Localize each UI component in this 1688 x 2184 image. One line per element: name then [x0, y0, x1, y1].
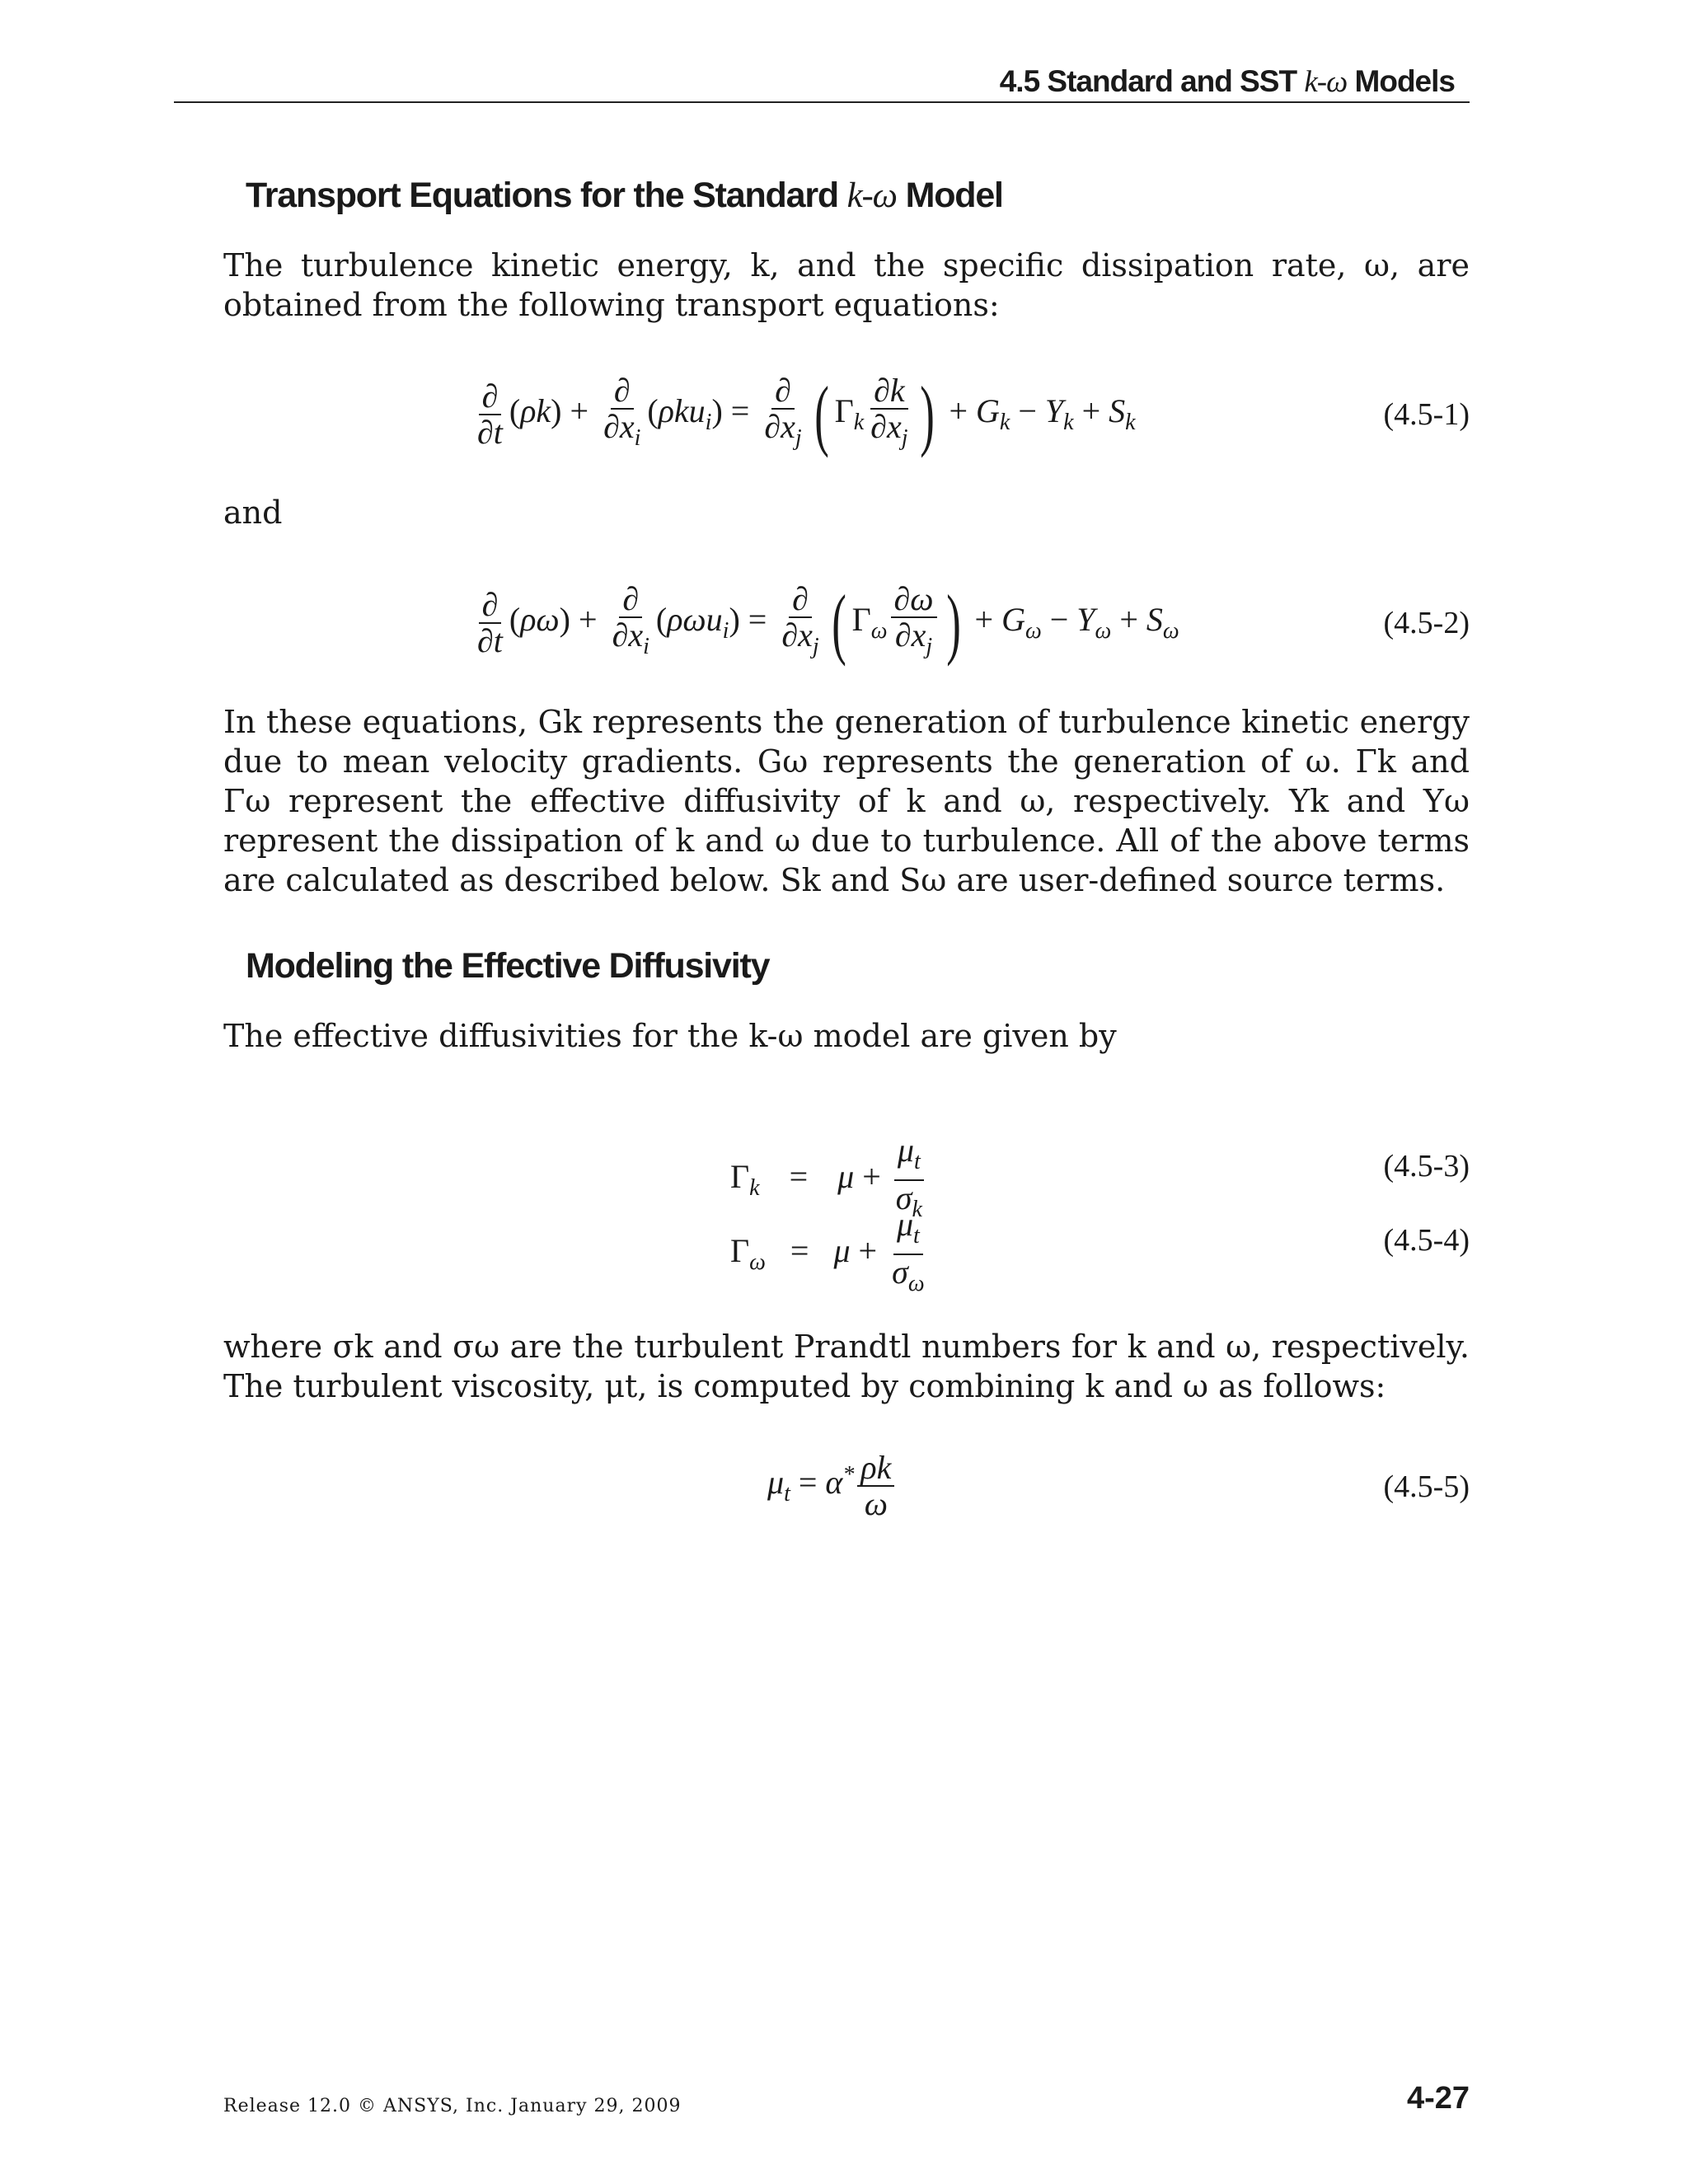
paragraph-diffusivity-intro: The effective diffusivities for the k-ω model are given by	[223, 1018, 1117, 1054]
equation-4-5-3	[223, 1132, 1470, 1222]
section1-heading-math: k-ω	[846, 176, 897, 215]
equation-4-5-4-body: $\Gamma_\omega = \mu$ + $\frac{\mu_t}{\sigma_\omega}$	[730, 1206, 925, 1296]
equation-number-4-5-4: (4.5-4)	[1383, 1223, 1470, 1258]
text-and: and	[223, 494, 283, 531]
equation-number-4-5-1: (4.5-1)	[1383, 397, 1470, 432]
equation-4-5-4	[223, 1206, 1470, 1296]
paragraph-intro: The turbulence kinetic energy, k, and the specific dissipation rate, ω, are obtained from the following transport equations:	[223, 247, 1470, 323]
footer-release: Release 12.0 © ANSYS, Inc. January 29, 2009	[223, 2096, 682, 2116]
footer-page-number: 4-27	[1406, 2081, 1470, 2116]
equation-number-4-5-2: (4.5-2)	[1383, 606, 1470, 640]
section-heading-transport	[246, 176, 1003, 216]
equation-4-5-1	[223, 370, 1470, 464]
equation-4-5-3-body: $\Gamma_k = \mu$ + $\frac{\mu_t}{\sigma_k}$	[730, 1132, 922, 1222]
section1-heading-suffix: Model	[896, 176, 1003, 215]
equation-4-5-5-body: $\mu_t = \alpha^*$ $\frac{\rho k}{\omega}$	[767, 1451, 898, 1521]
header-title-prefix: 4.5 Standard and SST	[999, 64, 1305, 98]
paragraph-viscosity: where σk and σω are the turbulent Prandtl numbers for k and ω, respectively. The turbulent viscosity, μt, is computed by combining k and ω as follows:	[223, 1329, 1470, 1404]
header-title-suffix: Models	[1347, 64, 1455, 98]
paragraph-explanation: In these equations, Gk represents the generation of turbulence kinetic energy due to mean velocity gradients. Gω represents the generation of ω. Γk and Γω represent the effective diffusivity of k and ω, respectively. Yk and Yω represent the dissipation of k and ω due to turbulence. All of the above terms are calculated as described below. Sk and Sω are user-defined source terms.	[223, 704, 1470, 898]
running-header	[1000, 64, 1455, 100]
equation-4-5-5	[223, 1451, 1470, 1533]
section1-heading-prefix: Transport Equations for the Standard	[246, 176, 847, 215]
header-title-math: k-ω	[1304, 65, 1348, 99]
equation-4-5-2	[223, 579, 1470, 673]
section-heading-diffusivity: Modeling the Effective Diffusivity	[246, 946, 770, 986]
equation-4-5-1-body: $\frac{\partial}{\partial t}$ (ρk) + $\frac{\partial}{\partial x_i}$ (ρku$_i$) = $\frac{\partial}{\partial x_j}$ ( $\Gamma_k$ $\frac{\partial k}{\partial x_j}$ ) + $G_k - Y_k + S_k$	[477, 370, 1136, 458]
equation-4-5-2-body: $\frac{\partial}{\partial t}$ (ρω) + $\frac{\partial}{\partial x_i}$ (ρωu$_i$) = $\frac{\partial}{\partial x_j}$ ( $\Gamma_\omega$ $\frac{\partial\omega}{\partial x_j}$ ) + $G_\omega - Y_\omega + S_\omega$	[477, 579, 1179, 667]
header-rule	[174, 101, 1470, 103]
equation-number-4-5-3: (4.5-3)	[1383, 1149, 1470, 1183]
equation-number-4-5-5: (4.5-5)	[1383, 1469, 1470, 1504]
